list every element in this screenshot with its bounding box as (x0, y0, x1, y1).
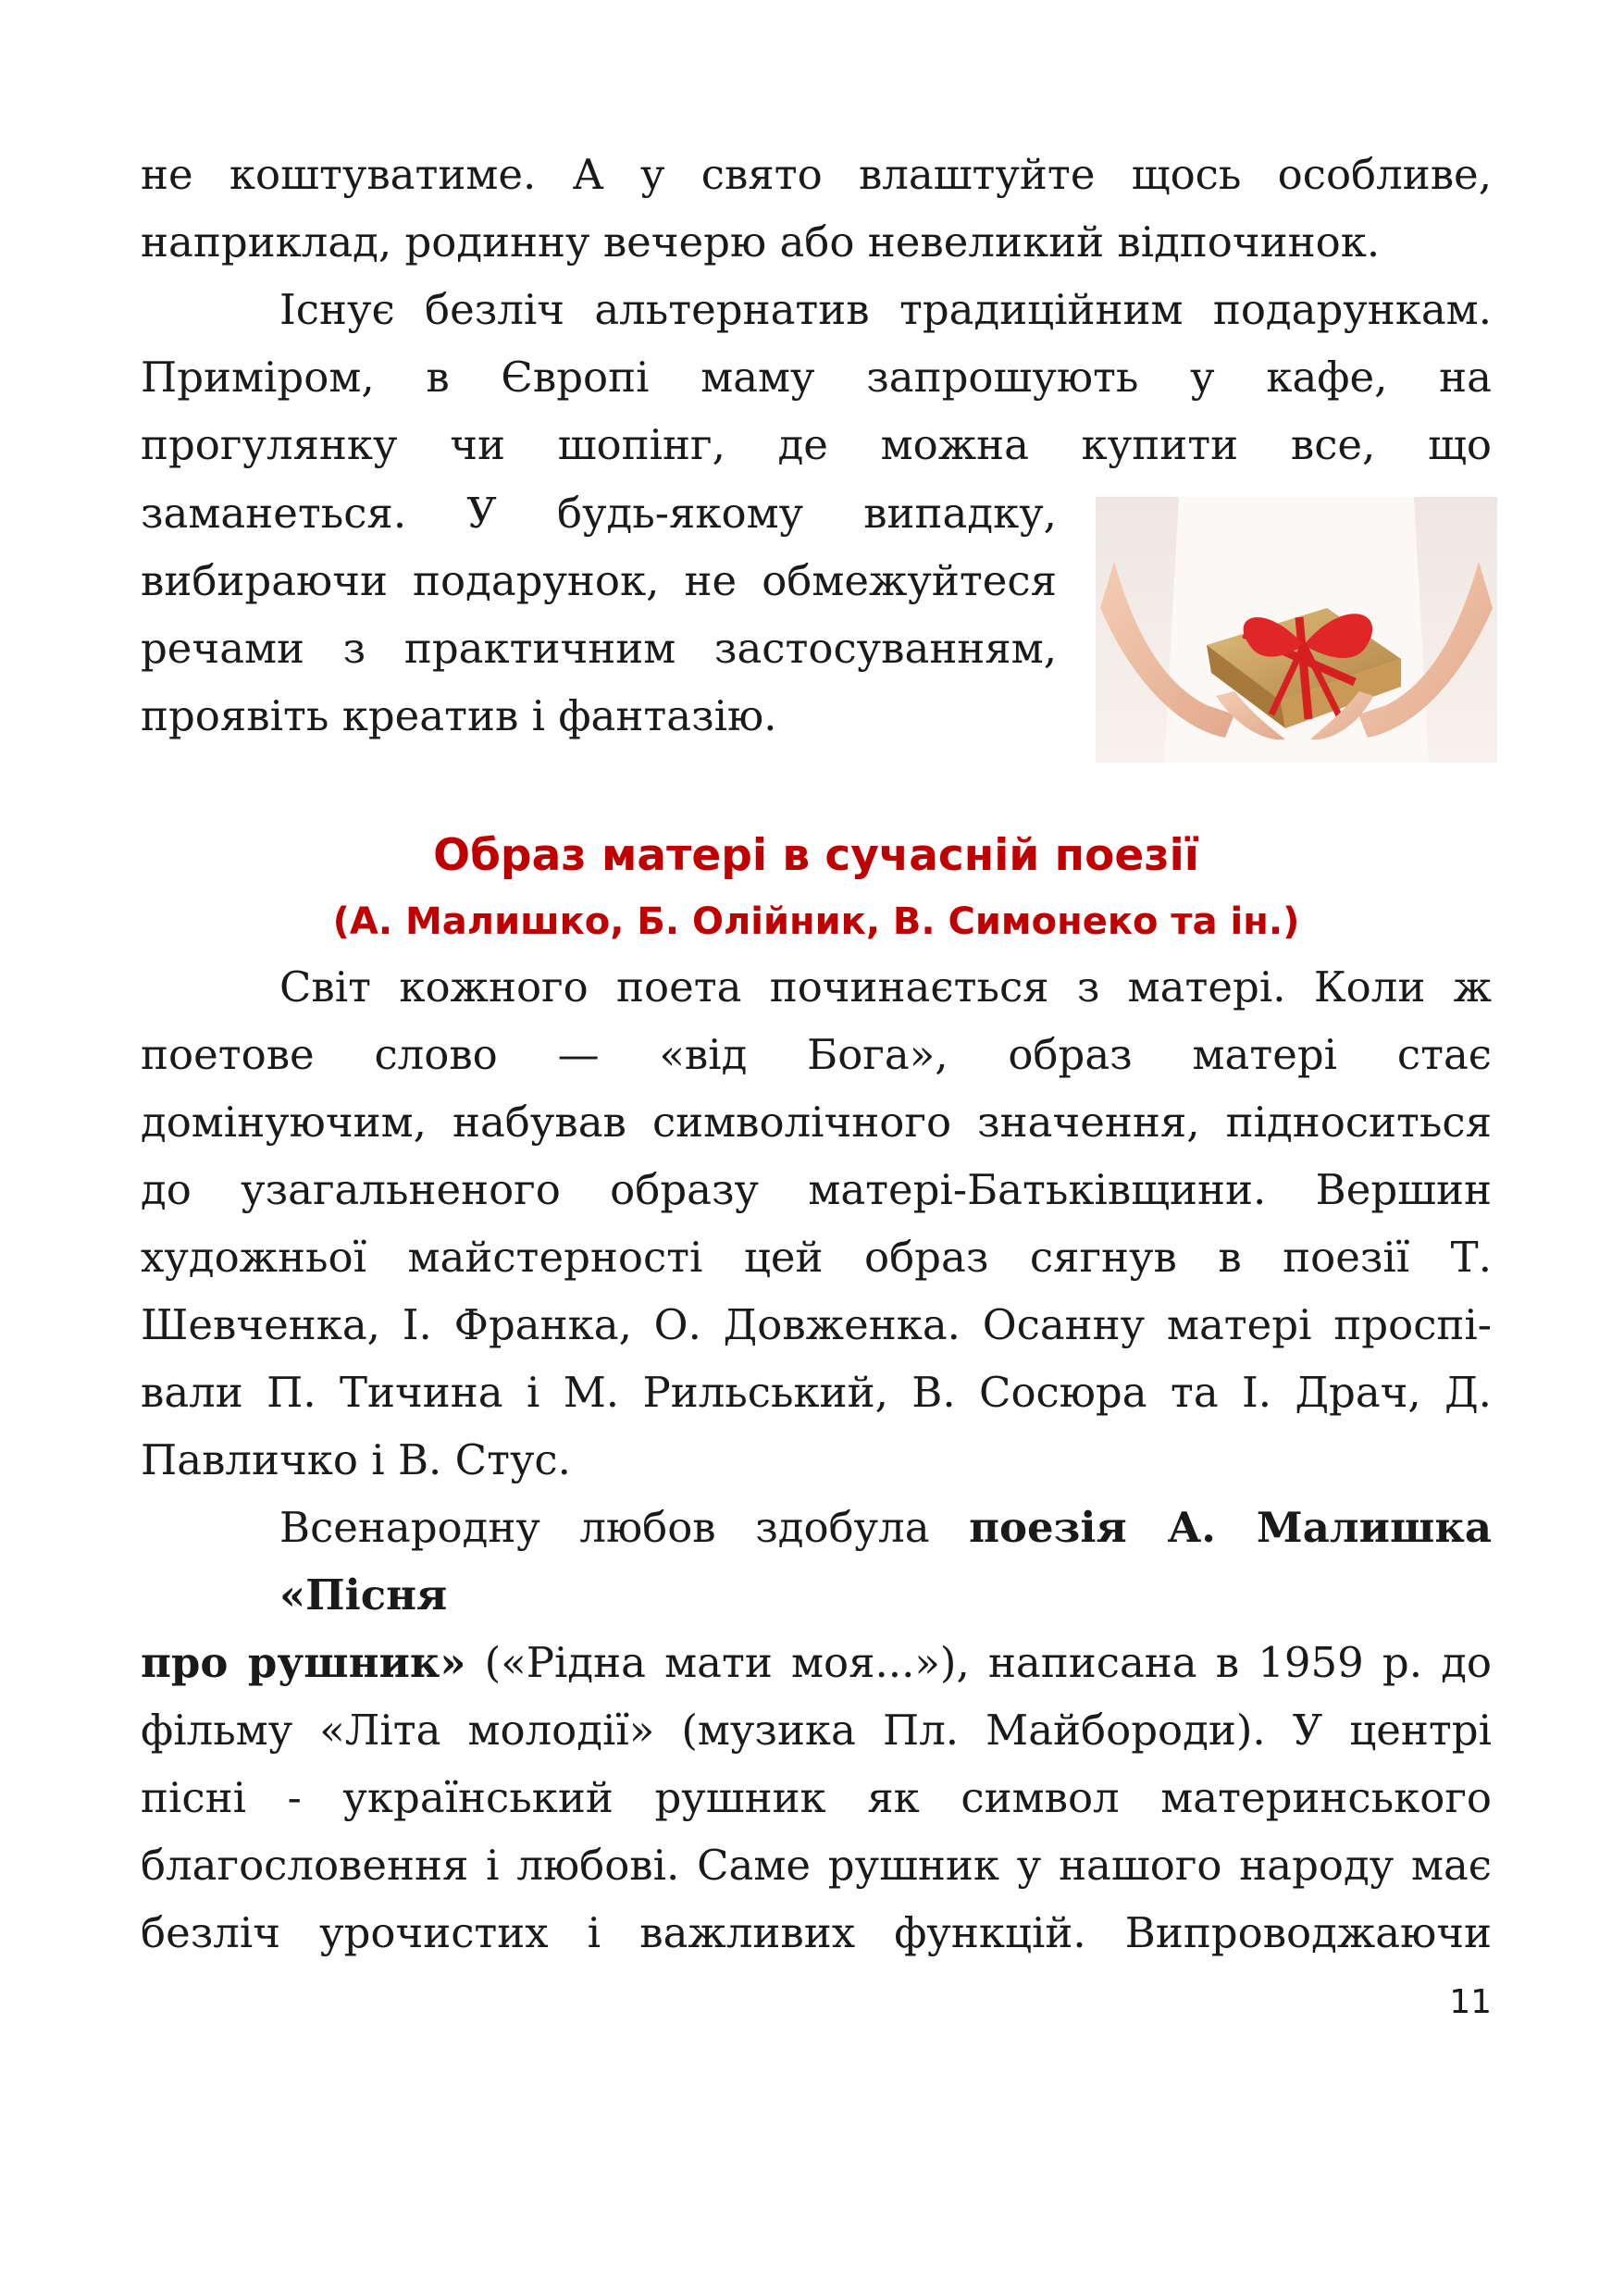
top-text-block (141, 141, 1492, 478)
text-line: не коштуватиме. А у свято влаштуйте щось особливе, (141, 150, 1492, 199)
text-line: наприклад, родинну вечерю або невеликий відпочинок. (141, 217, 1381, 267)
text-line: прогулянку чи шопінг, де можна купити все, що (141, 420, 1492, 469)
section-title: Образ матері в сучасній поезії (433, 830, 1199, 881)
text-line (141, 1494, 1492, 1629)
emphasis-text: поезія А. Малишка «Пісня (279, 1503, 1492, 1620)
text-line: речами з практичним застосуванням, (141, 624, 1057, 673)
text-line (141, 1629, 1492, 1696)
text-line: поетове слово — «від Бога», образ матері стає (141, 1030, 1492, 1079)
text-line: заманеться. У будь-якому випадку, (141, 489, 1057, 538)
text-line: безліч урочистих і важливих функцій. Випроводжаючи (141, 1908, 1492, 1957)
text-line: пісні - український рушник як символ материнського (141, 1773, 1492, 1822)
text-line: фільму «Літа молодії» (музика Пл. Майбороди). У центрі (141, 1706, 1492, 1755)
float-text-block (141, 479, 1057, 750)
text-run: («Рідна мати моя...»), написана в 1959 р. до (465, 1638, 1493, 1687)
text-line: художньої майстерності цей образ сягнув в поезії Т. (141, 1233, 1492, 1282)
text-line: вали П. Тичина і М. Рильський, В. Сосюра та І. Драч, Д. (141, 1368, 1492, 1417)
emphasis-text: про рушник» (141, 1638, 466, 1687)
gift-hands-image (1096, 497, 1497, 763)
text-run: Всенародну любов здобула (279, 1503, 970, 1552)
text-line: благословення і любові. Саме рушник у нашого народу має (141, 1841, 1492, 1890)
text-line: Існує безліч альтернатив традиційним подарункам. (279, 285, 1492, 334)
text-line: Павличко і В. Стус. (141, 1435, 571, 1484)
text-line: Шевченка, І. Франка, О. Довженка. Осанну матері проспі- (141, 1300, 1492, 1349)
main-text-block (141, 953, 1492, 1967)
text-line: проявіть креатив і фантазію. (141, 691, 777, 740)
text-line: вибираючи подарунок, не обмежуйтеся (141, 556, 1057, 605)
text-line: Приміром, в Європі маму запрошують у кафе, на (141, 353, 1492, 402)
section-subtitle: (А. Малишко, Б. Олійник, В. Симонеко та ін.) (332, 900, 1300, 943)
text-line: Світ кожного поета починається з матері. Коли ж (279, 962, 1492, 1011)
text-line: до узагальненого образу матері-Батьківщини. Вершин (141, 1165, 1492, 1214)
text-line: домінуючим, набував символічного значення, підноситься (141, 1098, 1492, 1147)
page-number: 11 (1449, 1983, 1492, 2021)
